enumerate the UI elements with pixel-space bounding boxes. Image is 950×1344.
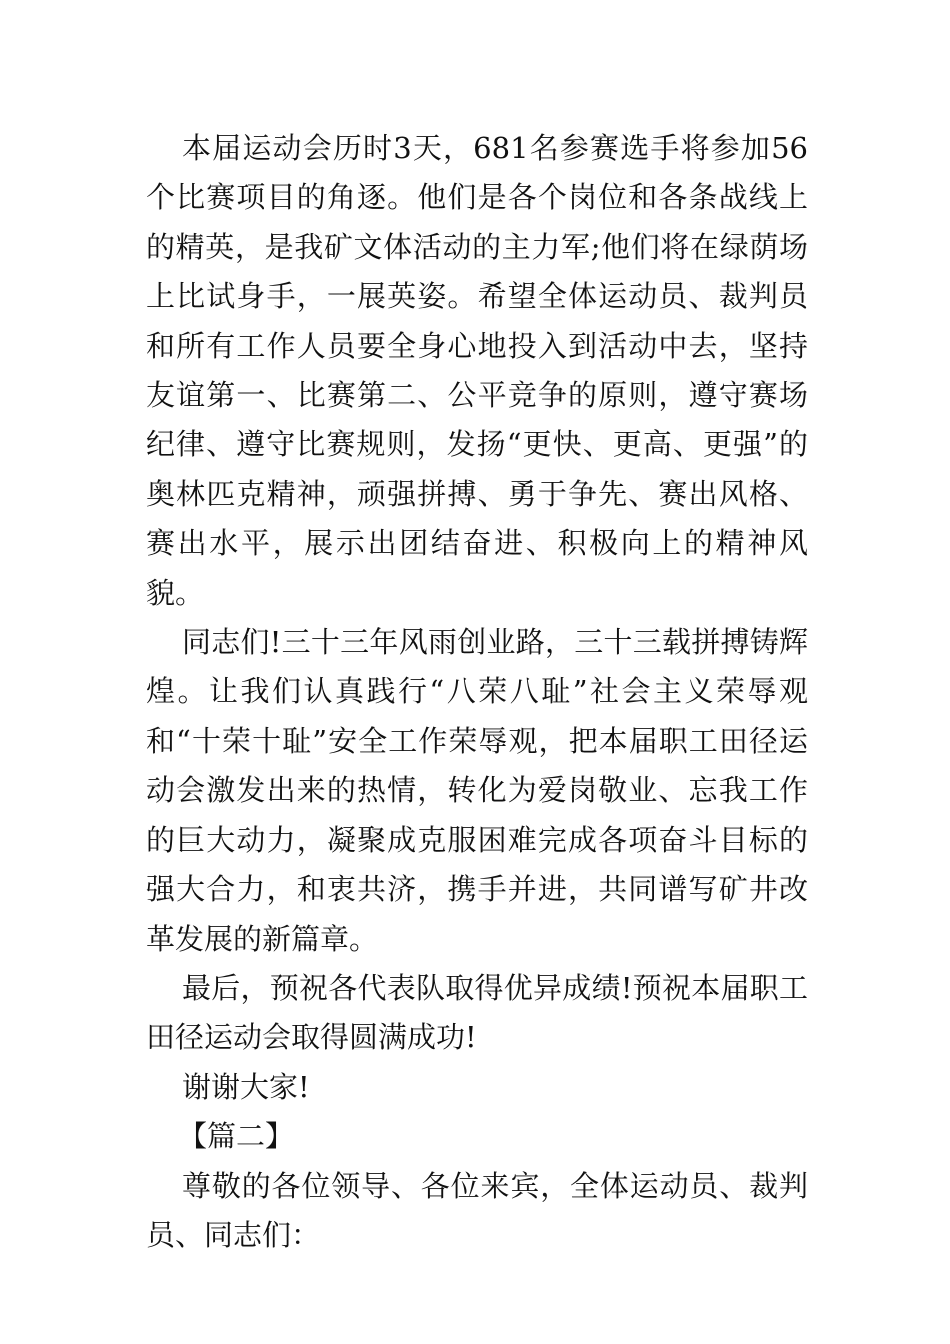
- paragraph-games-intro: 本届运动会历时3天，681名参赛选手将参加56个比赛项目的角逐。他们是各个岗位和各条战线上的精英，是我矿文体活动的主力军;他们将在绿荫场上比试身手，一展英姿。希望全体运动员、裁判员和所有工作人员要全身心地投入到活动中去，坚持友谊第一、比赛第二、公平竞争的原则，遵守赛场纪律、遵守比赛规则，发扬“更快、更高、更强”的奥林匹克精神，顽强拼搏、勇于争先、赛出风格、赛出水平，展示出团结奋进、积极向上的精神风貌。: [146, 131, 808, 610]
- document-body: [146, 124, 808, 1260]
- paragraph-wishes: 最后，预祝各代表队取得优异成绩!预祝本届职工田径运动会取得圆满成功!: [146, 970, 808, 1055]
- paragraph-thanks: 谢谢大家!: [182, 1069, 310, 1104]
- paragraph-comrades: 同志们!三十三年风雨创业路，三十三载拼搏铸辉煌。让我们认真践行“八荣八耻”社会主义荣辱观和“十荣十耻”安全工作荣辱观，把本届职工田径运动会激发出来的热情，转化为爱岗敬业、忘我工作的巨大动力，凝聚成克服困难完成各项奋斗目标的强大合力，和衷共济，携手并进，共同谱写矿井改革发展的新篇章。: [146, 625, 808, 956]
- paragraph-salutation: 尊敬的各位领导、各位来宾，全体运动员、裁判员、同志们：: [146, 1168, 808, 1252]
- section-heading-part-two: 【篇二】: [178, 1119, 295, 1154]
